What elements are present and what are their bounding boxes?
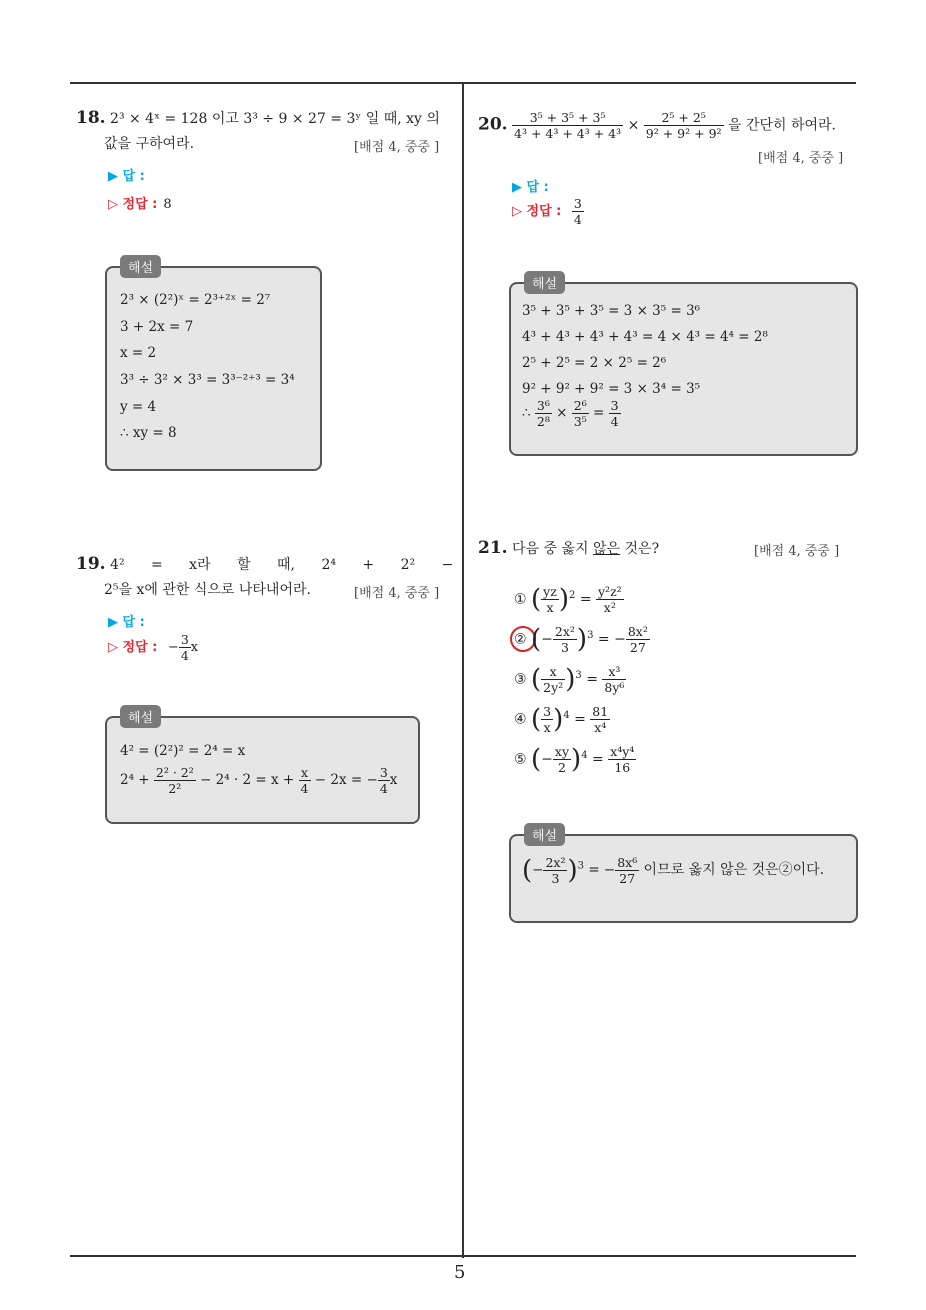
solution-line: 2⁵ + 2⁵ = 2 × 2⁵ = 2⁶ xyxy=(522,355,667,371)
option-mark: ② xyxy=(514,631,527,648)
question-18 xyxy=(76,106,456,131)
question-21 xyxy=(478,536,659,561)
denominator: 4³ + 4³ + 4³ + 4³ xyxy=(514,126,622,141)
solution-line: 3³ ÷ 3² × 3³ = 3³⁻²⁺³ = 3⁴ xyxy=(120,372,295,388)
fraction xyxy=(535,398,552,429)
fraction xyxy=(299,765,311,796)
option-1[interactable] xyxy=(514,584,624,615)
paren-close: ) xyxy=(558,584,569,615)
fraction xyxy=(553,624,577,655)
question-19 xyxy=(76,552,456,577)
question-tail: 을 간단히 하여라. xyxy=(727,117,837,134)
emphasis-underline: 않은 xyxy=(593,541,621,557)
equals: = xyxy=(593,405,605,421)
denominator: 9² + 9² + 9² xyxy=(645,126,722,141)
fraction xyxy=(626,624,650,655)
paren-open: ( xyxy=(531,744,542,775)
exponent: 3 xyxy=(577,860,585,872)
solution-line: 4³ + 4³ + 4³ + 4³ = 4 × 4³ = 4⁴ = 2⁸ xyxy=(522,329,768,345)
fraction xyxy=(609,398,621,429)
denominator: 4 xyxy=(180,648,189,663)
fraction xyxy=(543,855,567,886)
numerator: yz xyxy=(543,584,557,599)
numerator: 2⁶ xyxy=(573,398,587,413)
solution-line-2 xyxy=(120,765,397,796)
exponent: 4 xyxy=(581,749,588,761)
question-text-line1: 2³ × 4ˣ = 128 이고 3³ ÷ 9 × 27 = 3ʸ 일 때, xy 의 xyxy=(110,111,440,127)
paren-open: ( xyxy=(531,664,542,695)
fraction xyxy=(512,110,623,141)
question-text-line1: 4² = x라 할 때, 2⁴ + 2² − xyxy=(110,557,454,573)
fraction xyxy=(608,744,636,775)
question-20 xyxy=(478,110,868,141)
exponent: 4 xyxy=(563,709,570,721)
numerator: 2⁵ + 2⁵ xyxy=(644,110,724,126)
numerator: 3⁵ + 3⁵ + 3⁵ xyxy=(512,110,623,126)
sign: − xyxy=(167,640,179,655)
denominator: x xyxy=(543,720,551,735)
denominator: 4 xyxy=(300,781,309,796)
question-19-line2: 2⁵을 x에 관한 식으로 나타내어라. xyxy=(104,582,311,598)
solution-line: 2³ × (2²)ˣ = 2³⁺²ˣ = 2⁷ xyxy=(120,292,271,308)
score-meta: [배점 4, 중중 ] xyxy=(354,140,440,155)
paren-close: ) xyxy=(571,744,582,775)
denominator: x xyxy=(546,600,554,615)
column-divider xyxy=(462,83,464,1258)
fraction xyxy=(154,765,196,796)
paren-close: ) xyxy=(553,704,564,735)
correct-value xyxy=(167,632,199,663)
equals: = xyxy=(579,591,592,608)
term: x xyxy=(389,772,398,788)
option-2[interactable] xyxy=(514,624,650,655)
solution-line: 9² + 9² + 9² = 3 × 3⁴ = 3⁵ xyxy=(522,381,701,397)
question-text-end: 것은? xyxy=(624,541,660,557)
denominator: 3 xyxy=(560,640,569,655)
question-text: 다음 중 옳지 xyxy=(512,541,589,557)
denominator: 2 xyxy=(557,760,566,775)
answer-label: ▶ 답 : xyxy=(108,169,145,184)
equals: = xyxy=(574,711,586,728)
denominator: x² xyxy=(603,600,616,615)
question-number: 21. xyxy=(478,538,508,558)
solution-line: 3⁵ + 3⁵ + 3⁵ = 3 × 3⁵ = 3⁶ xyxy=(522,303,701,319)
numerator: 3 xyxy=(180,632,189,647)
correct-label-text: ▷ 정답 : xyxy=(108,640,158,655)
equals: = xyxy=(597,631,610,648)
denominator: 27 xyxy=(619,871,636,886)
fraction xyxy=(541,664,565,695)
denominator: 8y⁶ xyxy=(604,680,625,695)
paren-open: ( xyxy=(531,704,542,735)
term: − 2⁴ · 2 = x + xyxy=(200,772,295,788)
option-5[interactable] xyxy=(514,744,636,775)
fraction xyxy=(572,196,584,227)
denominator: x⁴ xyxy=(594,720,607,735)
numerator: x xyxy=(299,765,311,781)
prefix: − xyxy=(532,862,544,878)
numerator: 3 xyxy=(543,704,552,719)
page-number: 5 xyxy=(454,1262,466,1283)
solution-line xyxy=(522,855,824,886)
denominator: 27 xyxy=(629,640,646,655)
paren-close: ) xyxy=(565,664,576,695)
numerator: 3 xyxy=(379,765,388,780)
numerator: 3 xyxy=(573,196,582,211)
fraction xyxy=(541,584,559,615)
times: × xyxy=(556,405,568,421)
term: − 2x = − xyxy=(314,772,378,788)
therefore: ∴ xyxy=(522,405,531,421)
score-meta: [배점 4, 중중 ] xyxy=(758,151,844,166)
numerator: 8x⁶ xyxy=(617,855,638,870)
variable: x xyxy=(190,640,199,655)
question-18-line2: 값을 구하여라. xyxy=(104,136,195,152)
question-number: 20. xyxy=(478,114,508,135)
fraction xyxy=(572,398,589,429)
times: × xyxy=(627,117,640,134)
numerator: 3⁶ xyxy=(536,398,550,413)
answer-label: ▶ 답 : xyxy=(108,615,145,630)
correct-label-text: ▷ 정답 : xyxy=(108,197,158,212)
fraction xyxy=(602,664,626,695)
fraction xyxy=(615,855,639,886)
denominator: 4 xyxy=(610,414,619,429)
solution-line: 3 + 2x = 7 xyxy=(120,319,194,335)
question-number: 18. xyxy=(76,108,106,128)
numerator: x⁴y⁴ xyxy=(610,744,635,759)
correct-label xyxy=(108,193,172,212)
denominator: 2y² xyxy=(543,680,564,695)
numerator: 3 xyxy=(610,398,619,413)
term: 2⁴ + xyxy=(120,772,150,788)
denominator: 2² xyxy=(168,781,182,796)
solution-tag: 해설 xyxy=(524,271,565,294)
numerator: 2x² xyxy=(554,624,575,639)
option-mark: ① xyxy=(514,591,527,608)
numerator: x xyxy=(541,664,565,680)
answer-label: ▶ 답 : xyxy=(512,180,549,195)
numerator: xy xyxy=(554,744,570,759)
numerator: y²z² xyxy=(598,584,622,599)
numerator: 2x² xyxy=(545,855,566,870)
exponent: 3 xyxy=(575,669,582,681)
solution-line: y = 4 xyxy=(120,399,157,415)
fraction xyxy=(590,704,610,735)
score-meta: [배점 4, 중중 ] xyxy=(754,544,840,559)
solution-line: x = 2 xyxy=(120,345,157,361)
fraction xyxy=(179,632,191,663)
correct-value xyxy=(572,196,584,227)
question-number: 19. xyxy=(76,554,106,574)
numerator: x³ xyxy=(602,664,626,680)
option-mark: ④ xyxy=(514,711,527,728)
paren-open: ( xyxy=(522,855,533,886)
fraction xyxy=(644,110,724,141)
correct-label-text: ▷ 정답 : xyxy=(512,204,562,219)
equals: = − xyxy=(588,862,616,878)
solution-tail: 이므로 옳지 않은 것은②이다. xyxy=(643,862,825,878)
paren-close: ) xyxy=(576,624,588,655)
denominator: 16 xyxy=(614,760,631,775)
correct-value: 8 xyxy=(163,197,172,212)
solution-tag: 해설 xyxy=(120,705,161,728)
sign: − xyxy=(614,631,626,648)
score-meta: [배점 4, 중중 ] xyxy=(354,586,440,601)
option-mark: ③ xyxy=(514,671,527,688)
fraction xyxy=(378,765,390,796)
prefix: − xyxy=(541,631,553,648)
denominator: 3⁵ xyxy=(573,414,587,429)
paren-open: ( xyxy=(531,624,542,655)
solution-tag: 해설 xyxy=(120,255,161,278)
numerator: 2² · 2² xyxy=(155,765,194,780)
numerator: 81 xyxy=(592,704,609,719)
exponent: 3 xyxy=(587,629,594,641)
fraction xyxy=(553,744,571,775)
paren-close: ) xyxy=(567,855,578,886)
prefix: − xyxy=(541,751,553,768)
denominator: 4 xyxy=(379,781,388,796)
option-3[interactable] xyxy=(514,664,626,695)
solution-line: ∴ xy = 8 xyxy=(120,425,177,441)
equals: = xyxy=(586,671,598,688)
fraction xyxy=(596,584,624,615)
exponent: 2 xyxy=(568,589,576,601)
solution-line: 4² = (2²)² = 2⁴ = x xyxy=(120,743,246,759)
denominator: 4 xyxy=(573,212,582,227)
option-mark: ⑤ xyxy=(514,751,527,768)
option-4[interactable] xyxy=(514,704,610,735)
fraction xyxy=(541,704,553,735)
correct-label xyxy=(108,632,198,663)
equals: = xyxy=(592,751,604,768)
correct-label xyxy=(512,196,584,227)
paren-open: ( xyxy=(531,584,542,615)
solution-tag: 해설 xyxy=(524,823,565,846)
numerator: 8x² xyxy=(627,624,648,639)
denominator: 2⁸ xyxy=(536,414,550,429)
solution-line-last xyxy=(522,398,621,429)
denominator: 3 xyxy=(551,871,560,886)
